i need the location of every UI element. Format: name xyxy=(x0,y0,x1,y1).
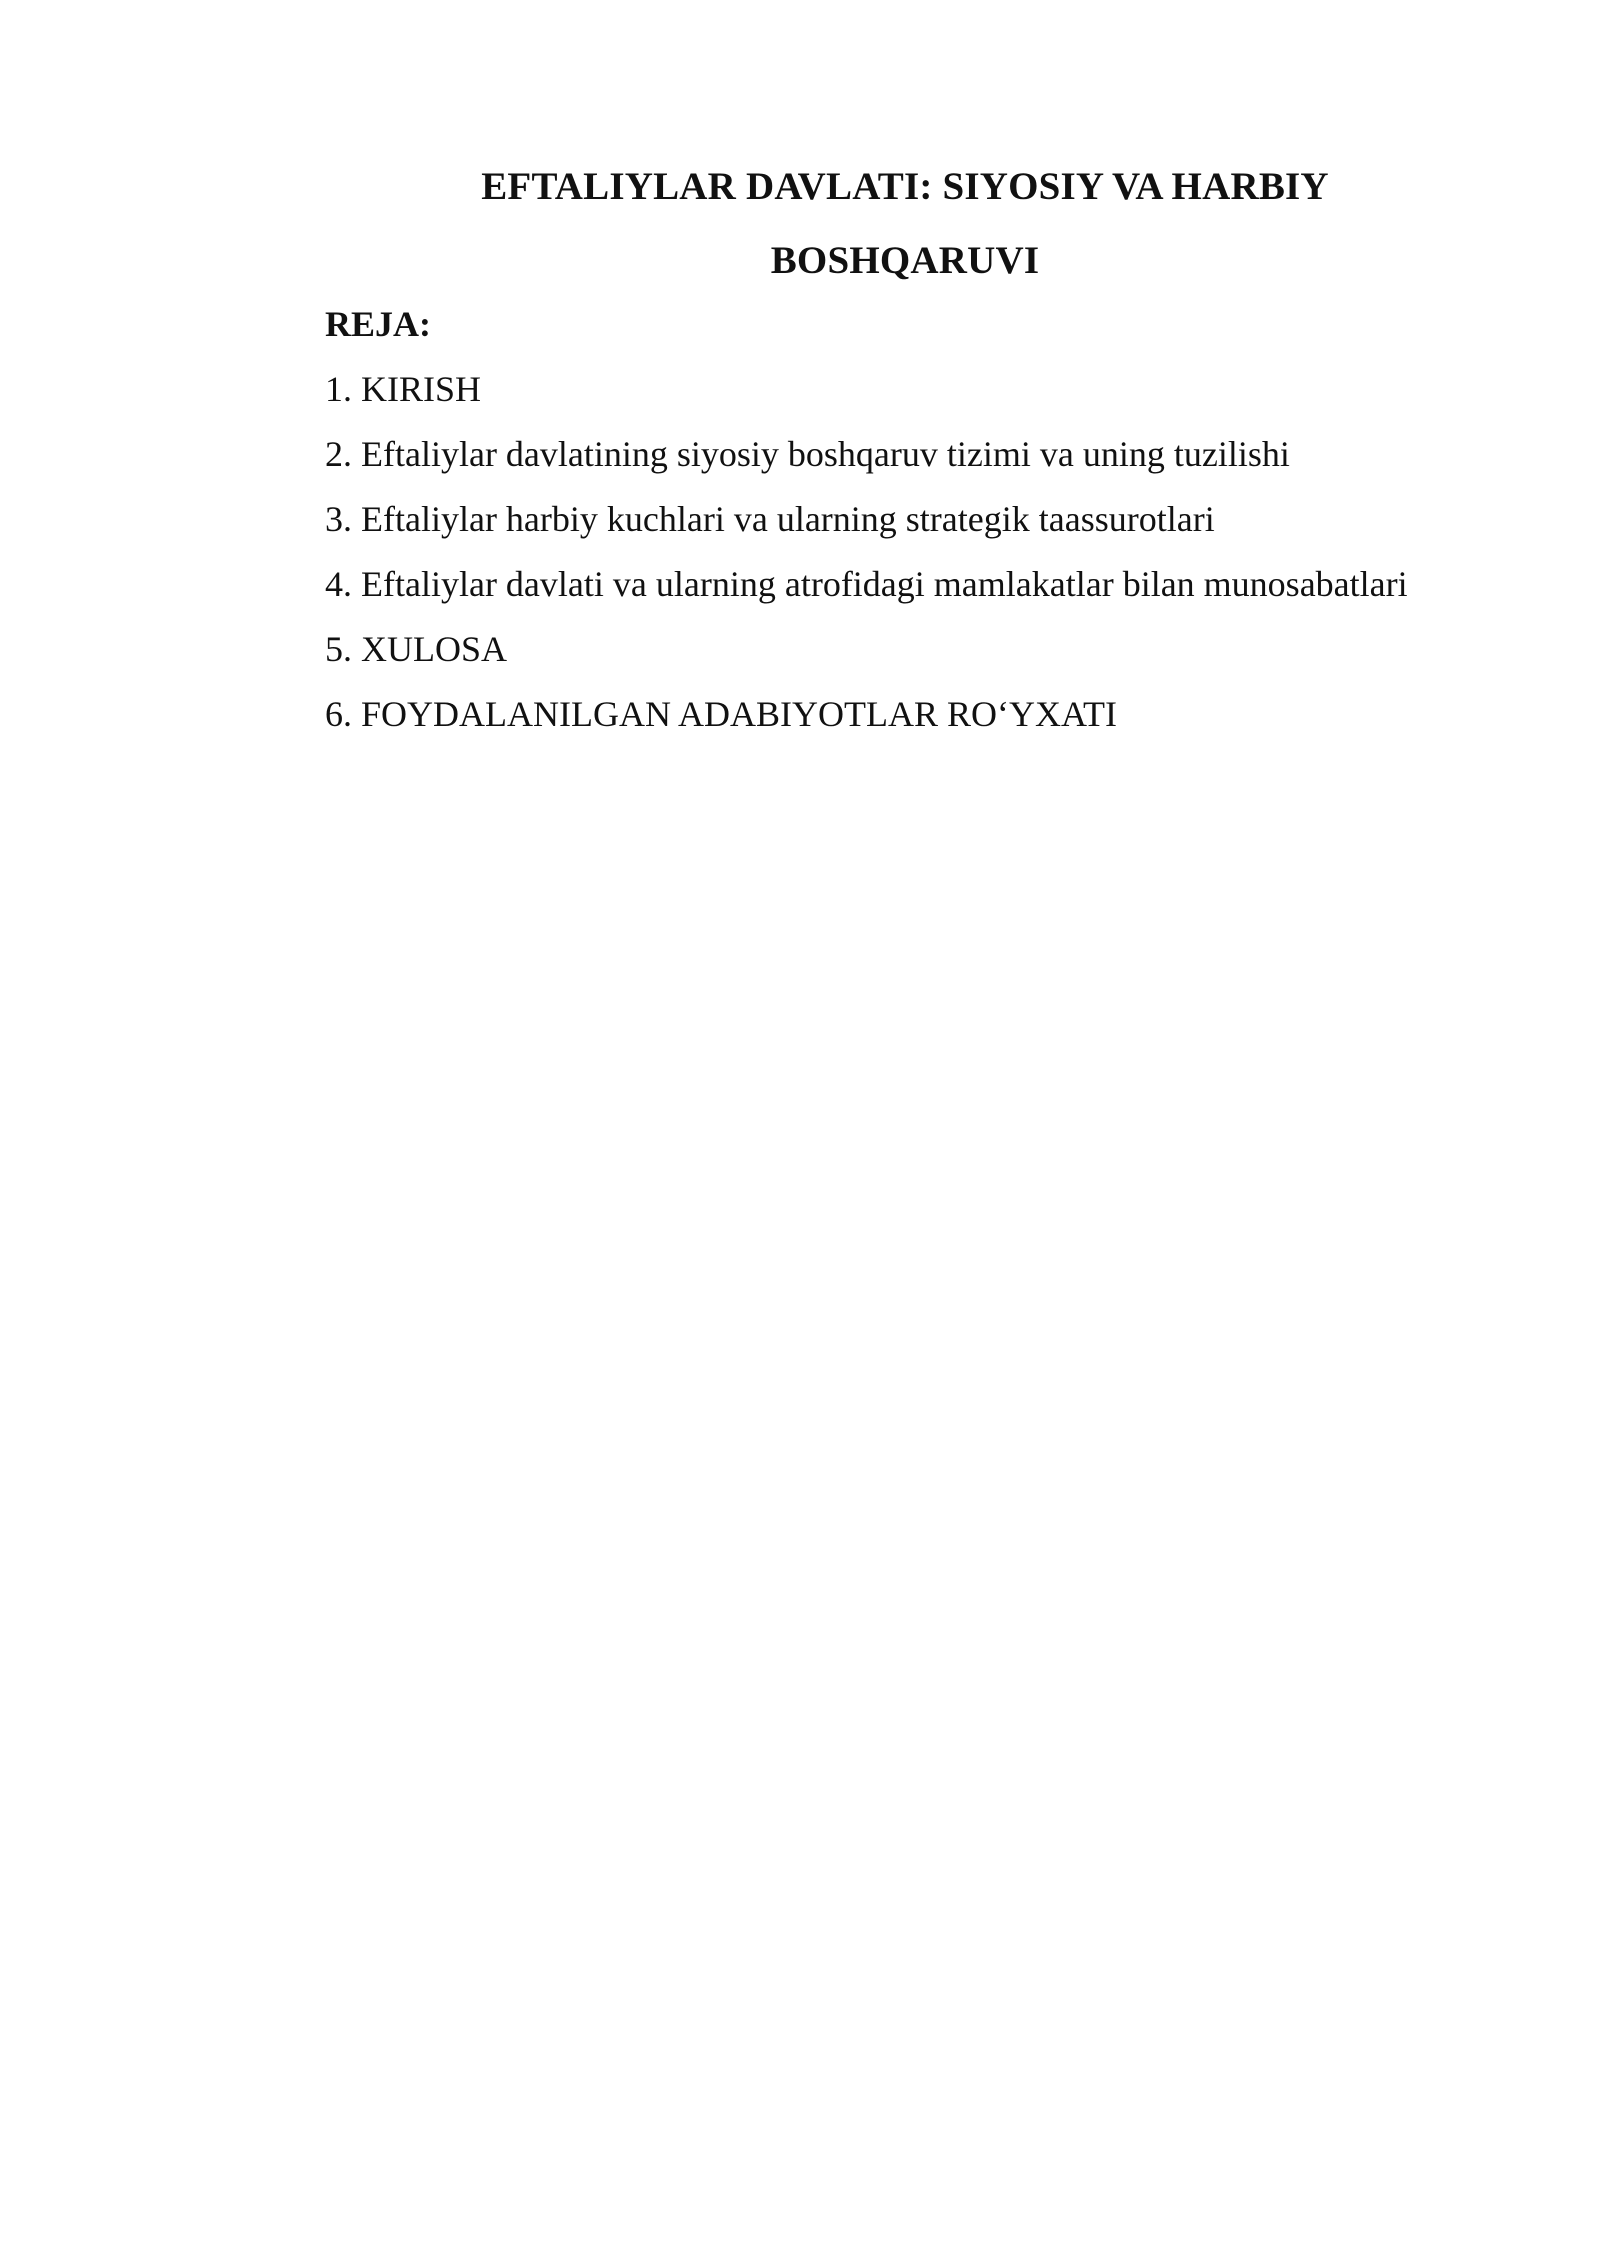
plan-item-political-administration: 2. Eftaliylar davlatining siyosiy boshqaruv tizimi va uning tuzilishi xyxy=(325,434,1290,474)
plan-item-foreign-relations: 4. Eftaliylar davlati va ularning atrofidagi mamlakatlar bilan munosabatlari xyxy=(325,564,1408,604)
title-line-2: BOSHQARUVI xyxy=(770,239,1040,282)
plan-item-introduction: 1. KIRISH xyxy=(325,369,482,409)
plan-item-conclusion: 5. XULOSA xyxy=(325,629,508,669)
plan-item-military-forces: 3. Eftaliylar harbiy kuchlari va ularning strategik taassurotlari xyxy=(325,499,1215,539)
plan-item-references: 6. FOYDALANILGAN ADABIYOTLAR RO‘YXATI xyxy=(325,694,1117,734)
plan-list xyxy=(325,366,1408,756)
title-line-1: EFTALIYLAR DAVLATI: SIYOSIY VA HARBIY xyxy=(481,165,1329,208)
document-title xyxy=(330,150,1480,298)
plan-heading: REJA: xyxy=(325,304,431,344)
